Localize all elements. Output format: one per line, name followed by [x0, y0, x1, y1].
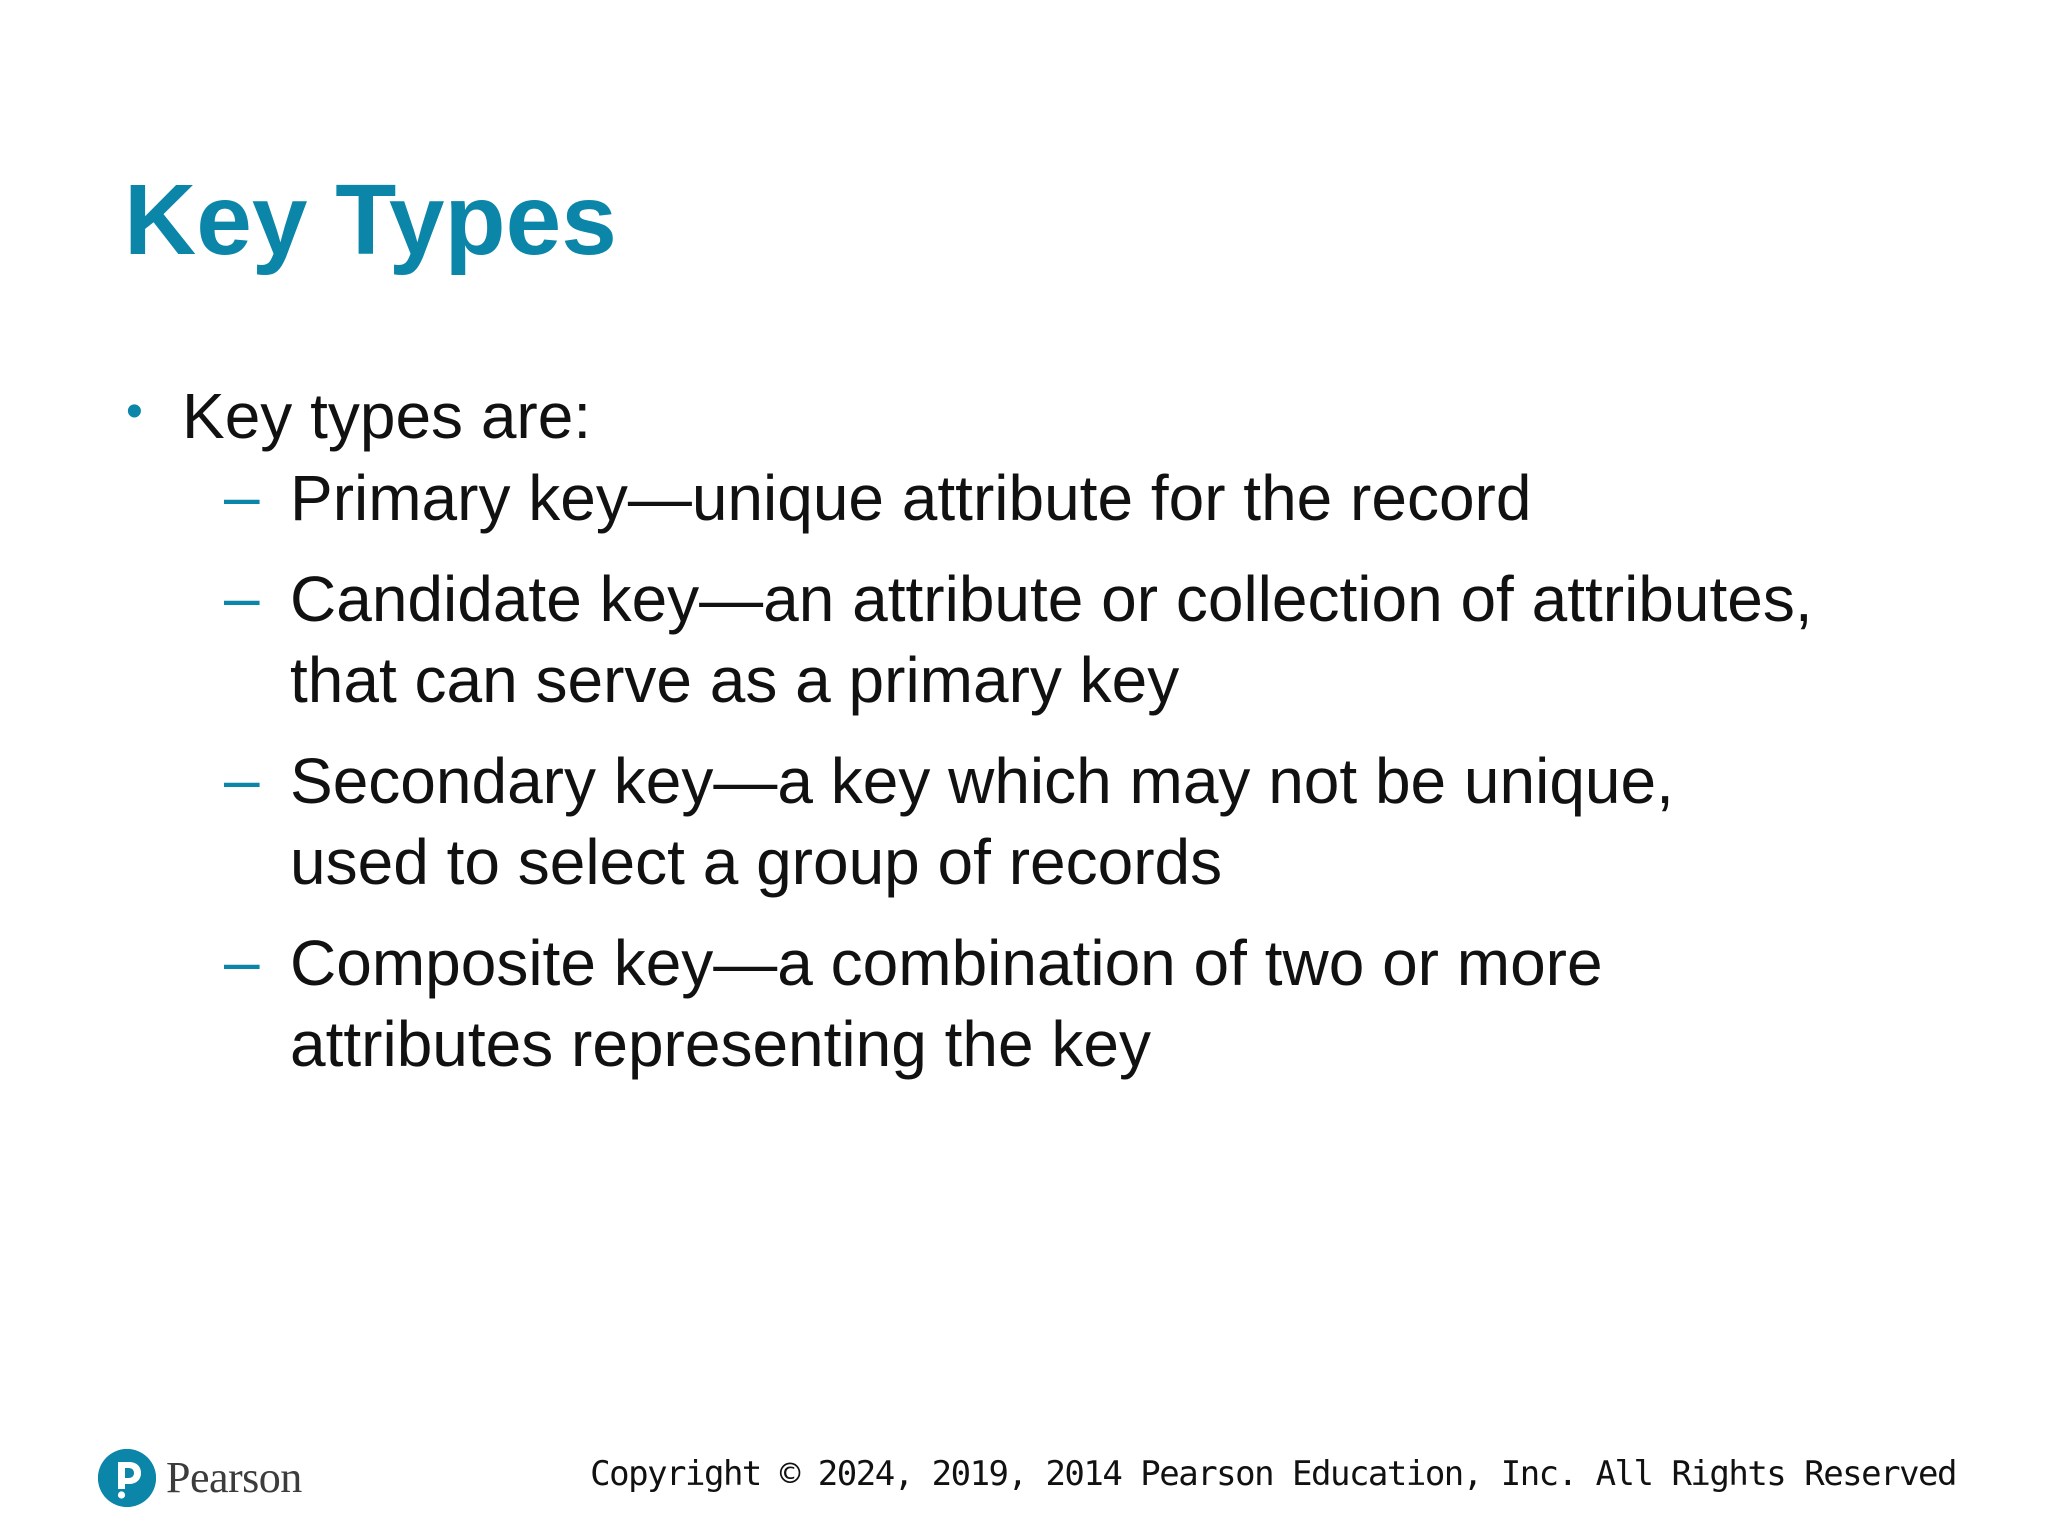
sub-bullet-line: that can serve as a primary key: [290, 644, 1180, 716]
sub-bullet-composite-key: [224, 923, 1984, 1085]
sub-bullet-primary-key: [224, 458, 1984, 539]
sub-bullet-candidate-key: [224, 559, 1984, 721]
sub-bullet-secondary-key: [224, 741, 1984, 903]
sub-bullet-line: Composite key—a combination of two or more: [290, 927, 1603, 999]
slide-title: Key Types: [124, 164, 617, 276]
pearson-logo: [98, 1446, 302, 1510]
pearson-logo-icon: [98, 1449, 156, 1507]
bullet-item: [124, 374, 1984, 458]
bullet-list: [124, 374, 1984, 1085]
sub-bullet-line: Secondary key—a key which may not be unique,: [290, 745, 1674, 817]
bullet-text: Key types are:: [182, 380, 592, 452]
dash-marker: –: [224, 743, 260, 815]
bullet-marker: •: [126, 385, 143, 438]
sub-bullet-list: [224, 458, 1984, 1085]
sub-bullet-line: used to select a group of records: [290, 826, 1223, 898]
dash-marker: –: [224, 925, 260, 997]
pearson-logo-text: Pearson: [166, 1453, 302, 1502]
dash-marker: –: [224, 460, 260, 532]
dash-marker: –: [224, 561, 260, 633]
sub-bullet-line: Primary key—unique attribute for the record: [290, 462, 1532, 534]
sub-bullet-line: attributes representing the key: [290, 1008, 1151, 1080]
sub-bullet-line: Candidate key—an attribute or collection of attributes,: [290, 563, 1813, 635]
copyright-text: Copyright © 2024, 2019, 2014 Pearson Education, Inc. All Rights Reserved: [590, 1454, 1956, 1494]
